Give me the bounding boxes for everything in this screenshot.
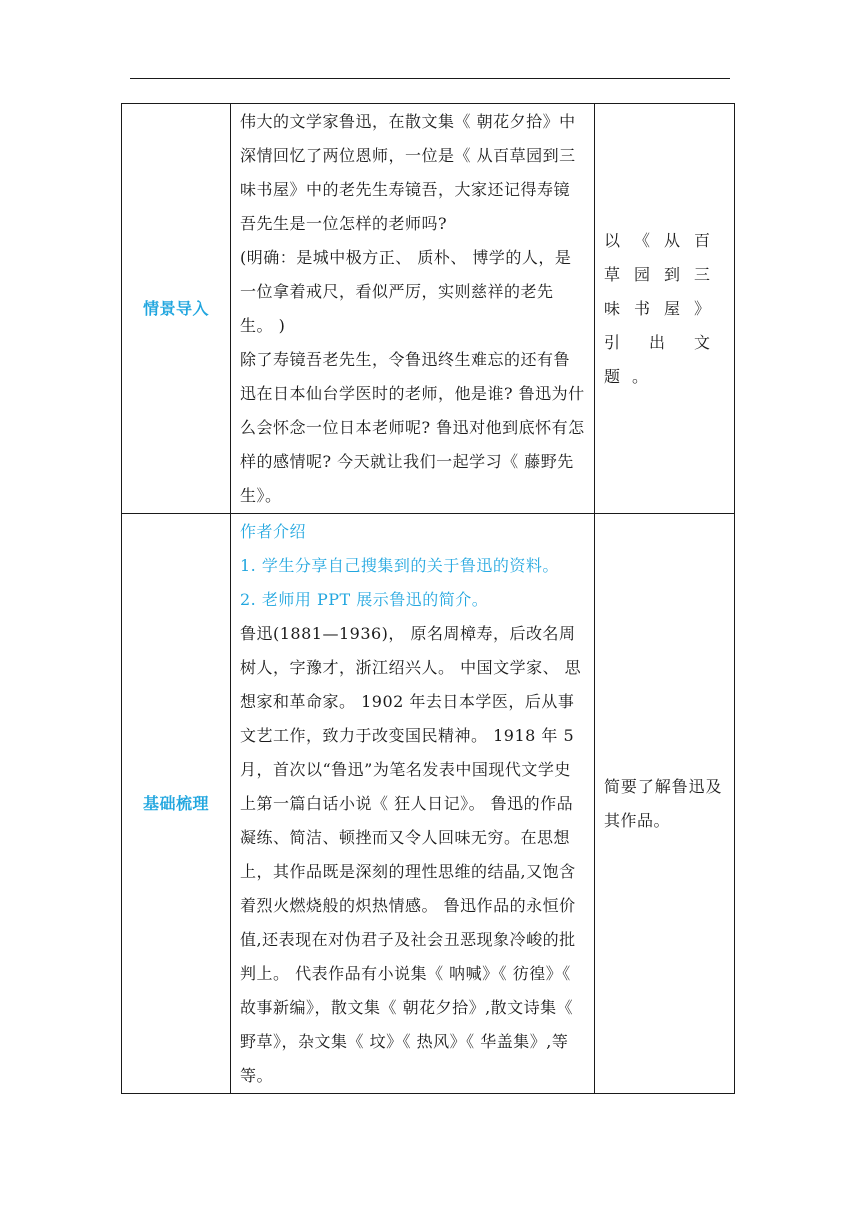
row-label-scene-intro: 情景导入 <box>122 104 231 514</box>
row-label-basics: 基础梳理 <box>122 514 231 1094</box>
content-paragraph: 伟大的文学家鲁迅，在散文集《 朝花夕拾》中深情回忆了两位恩师，一位是《 从百草园到三味书屋》中的老先生寿镜吾，大家还记得寿镜吾先生是一位怎样的老师吗? <box>240 112 576 233</box>
step-item: 1. 学生分享自己搜集到的关于鲁迅的资料。 <box>240 556 559 575</box>
step-item: 2. 老师用 PPT 展示鲁迅的简介。 <box>240 590 489 609</box>
content-paragraph: (明确：是城中极方正、 质朴、 博学的人，是一位拿着戒尺，看似严厉，实则慈祥的老先生。 ) <box>240 248 572 335</box>
author-bio: 鲁迅(1881—1936)， 原名周樟寿，后改名周树人，字豫才，浙江绍兴人。 中国文学家、 思想家和革命家。 1902 年去日本学医，后从事文艺工作，致力于改变国民精神。 1918 年 5 月，首次以“鲁迅”为笔名发表中国现代文学史上第一篇白话小说《 狂人日记》。 鲁迅的作品凝练、简洁、顿挫而又令人回味无穷。在思想上，其作品既是深刻的理性思维的结晶,又饱含着烈火燃烧般的炽热情感。 鲁迅作品的永恒价值,还表现在对伪君子及社会丑恶现象冷峻的批判上。 代表作品有小说集《 呐喊》《 彷徨》《 故事新编》，散文集《 朝花夕拾》,散文诗集《 野草》，杂文集《 坟》《 热风》《 华盖集》,等等。 <box>240 624 582 1085</box>
row-note-basics <box>595 514 735 1094</box>
row-note-scene-intro <box>595 104 735 514</box>
design-note: 以《从百草园到三味书屋》引出文题。 <box>604 230 722 386</box>
section-heading: 作者介绍 <box>240 522 307 541</box>
header-rule <box>130 78 730 79</box>
lesson-plan-table <box>121 103 735 1094</box>
row-content-scene-intro <box>231 104 595 514</box>
row-content-basics <box>231 514 595 1094</box>
design-note: 简要了解鲁迅及其作品。 <box>604 776 722 830</box>
table-row <box>122 104 735 514</box>
table-row <box>122 514 735 1094</box>
content-paragraph: 除了寿镜吾老先生，令鲁迅终生难忘的还有鲁迅在日本仙台学医时的老师，他是谁? 鲁迅为什么会怀念一位日本老师呢? 鲁迅对他到底怀有怎样的感情呢? 今天就让我们一起学习《 藤野先生》。 <box>240 350 585 505</box>
